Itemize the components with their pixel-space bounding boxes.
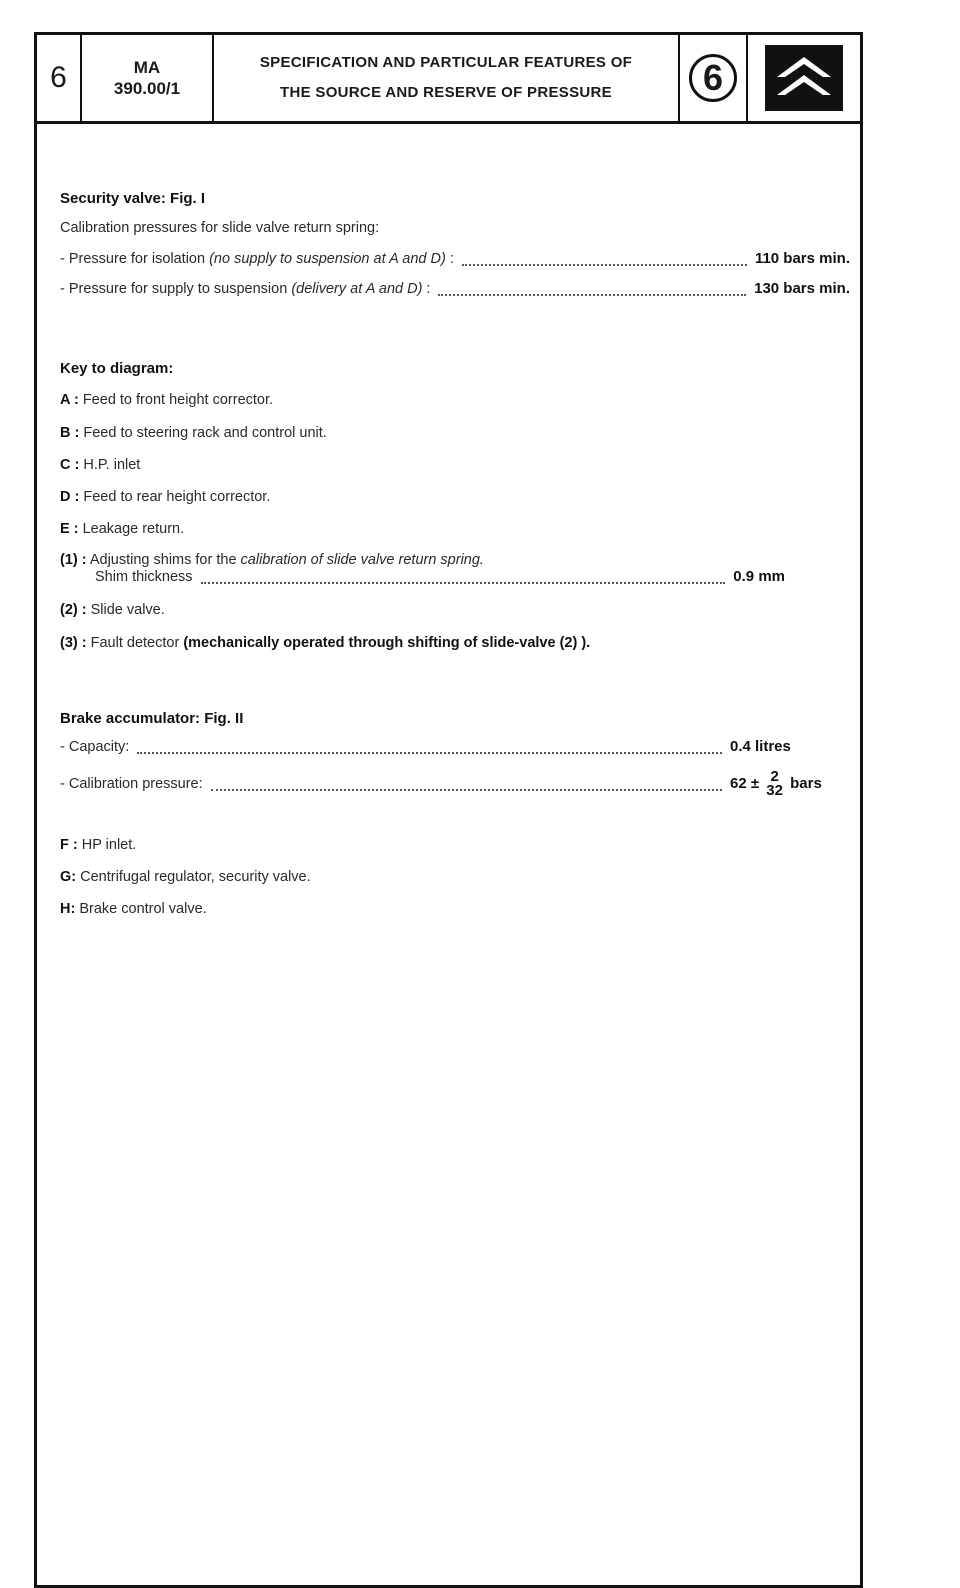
leader-dots xyxy=(201,578,726,584)
key-item-h: H: Brake control valve. xyxy=(60,901,207,917)
page-title xyxy=(214,35,680,121)
calibration-pressure-row xyxy=(60,770,830,798)
security-valve-intro: Calibration pressures for slide valve return spring: xyxy=(60,220,380,236)
key-item-slide-valve: (2) : Slide valve. xyxy=(60,602,165,618)
key-item-fault-detector: (3) : Fault detector (mechanically operated through shifting of slide-valve (2) ). xyxy=(60,635,591,651)
key-heading: Key to diagram: xyxy=(60,360,174,377)
key-item-f: F : HP inlet. xyxy=(60,837,137,853)
shim-thickness-row xyxy=(95,568,785,585)
leader-dots xyxy=(462,260,747,266)
key-item-c: C : H.P. inlet xyxy=(60,457,141,473)
shim-thickness-value: 0.9 mm xyxy=(733,568,785,585)
leader-dots xyxy=(211,785,722,791)
capacity-row xyxy=(60,738,830,755)
page-header xyxy=(34,32,863,124)
shim-thickness-label: Shim thickness xyxy=(95,569,193,585)
section-number: 6 xyxy=(37,35,82,121)
key-item-a: A : Feed to front height corrector. xyxy=(60,392,274,408)
manual-reference-line2: 390.00/1 xyxy=(113,79,181,98)
brand-logo xyxy=(748,35,860,121)
double-chevron-logo-icon xyxy=(765,45,843,111)
supply-pressure-colon: : xyxy=(422,281,431,297)
manual-reference-line1: MA xyxy=(133,58,161,77)
capacity-label: - Capacity: xyxy=(60,739,130,755)
section-badge-circle: 6 xyxy=(689,54,737,102)
supply-pressure-row xyxy=(60,280,850,297)
security-valve-heading: Security valve: Fig. I xyxy=(60,190,206,207)
calibration-pressure-label: - Calibration pressure: xyxy=(60,775,203,792)
manual-reference xyxy=(82,35,214,121)
isolation-pressure-colon: : xyxy=(445,251,454,267)
leader-dots xyxy=(438,290,746,296)
key-item-shims: (1) : Adjusting shims for the calibration of slide valve return spring. xyxy=(60,552,484,568)
isolation-pressure-row xyxy=(60,250,850,267)
page-title-line1: SPECIFICATION AND PARTICULAR FEATURES OF xyxy=(259,54,633,71)
tolerance-fraction: 2 32 xyxy=(766,768,783,799)
leader-dots xyxy=(137,748,722,754)
section-badge xyxy=(680,35,748,121)
brake-accumulator-heading: Brake accumulator: Fig. II xyxy=(60,710,244,727)
supply-pressure-value: 130 bars min. xyxy=(754,280,850,297)
key-item-d: D : Feed to rear height corrector. xyxy=(60,489,271,505)
isolation-pressure-value: 110 bars min. xyxy=(754,250,850,267)
isolation-pressure-label: - Pressure for isolation xyxy=(60,251,210,267)
supply-pressure-note: (delivery at A and D) xyxy=(291,281,423,297)
isolation-pressure-note: (no supply to suspension at A and D) xyxy=(209,251,446,267)
supply-pressure-label: - Pressure for supply to suspension xyxy=(60,281,292,297)
key-item-g: G: Centrifugal regulator, security valve. xyxy=(60,869,311,885)
page-title-line2: THE SOURCE AND RESERVE OF PRESSURE xyxy=(280,84,612,101)
key-item-e: E : Leakage return. xyxy=(60,521,185,537)
key-item-b: B : Feed to steering rack and control unit. xyxy=(60,425,327,441)
calibration-pressure-value: 62 ± 2 32 bars xyxy=(730,768,822,799)
capacity-value: 0.4 litres xyxy=(730,738,791,755)
